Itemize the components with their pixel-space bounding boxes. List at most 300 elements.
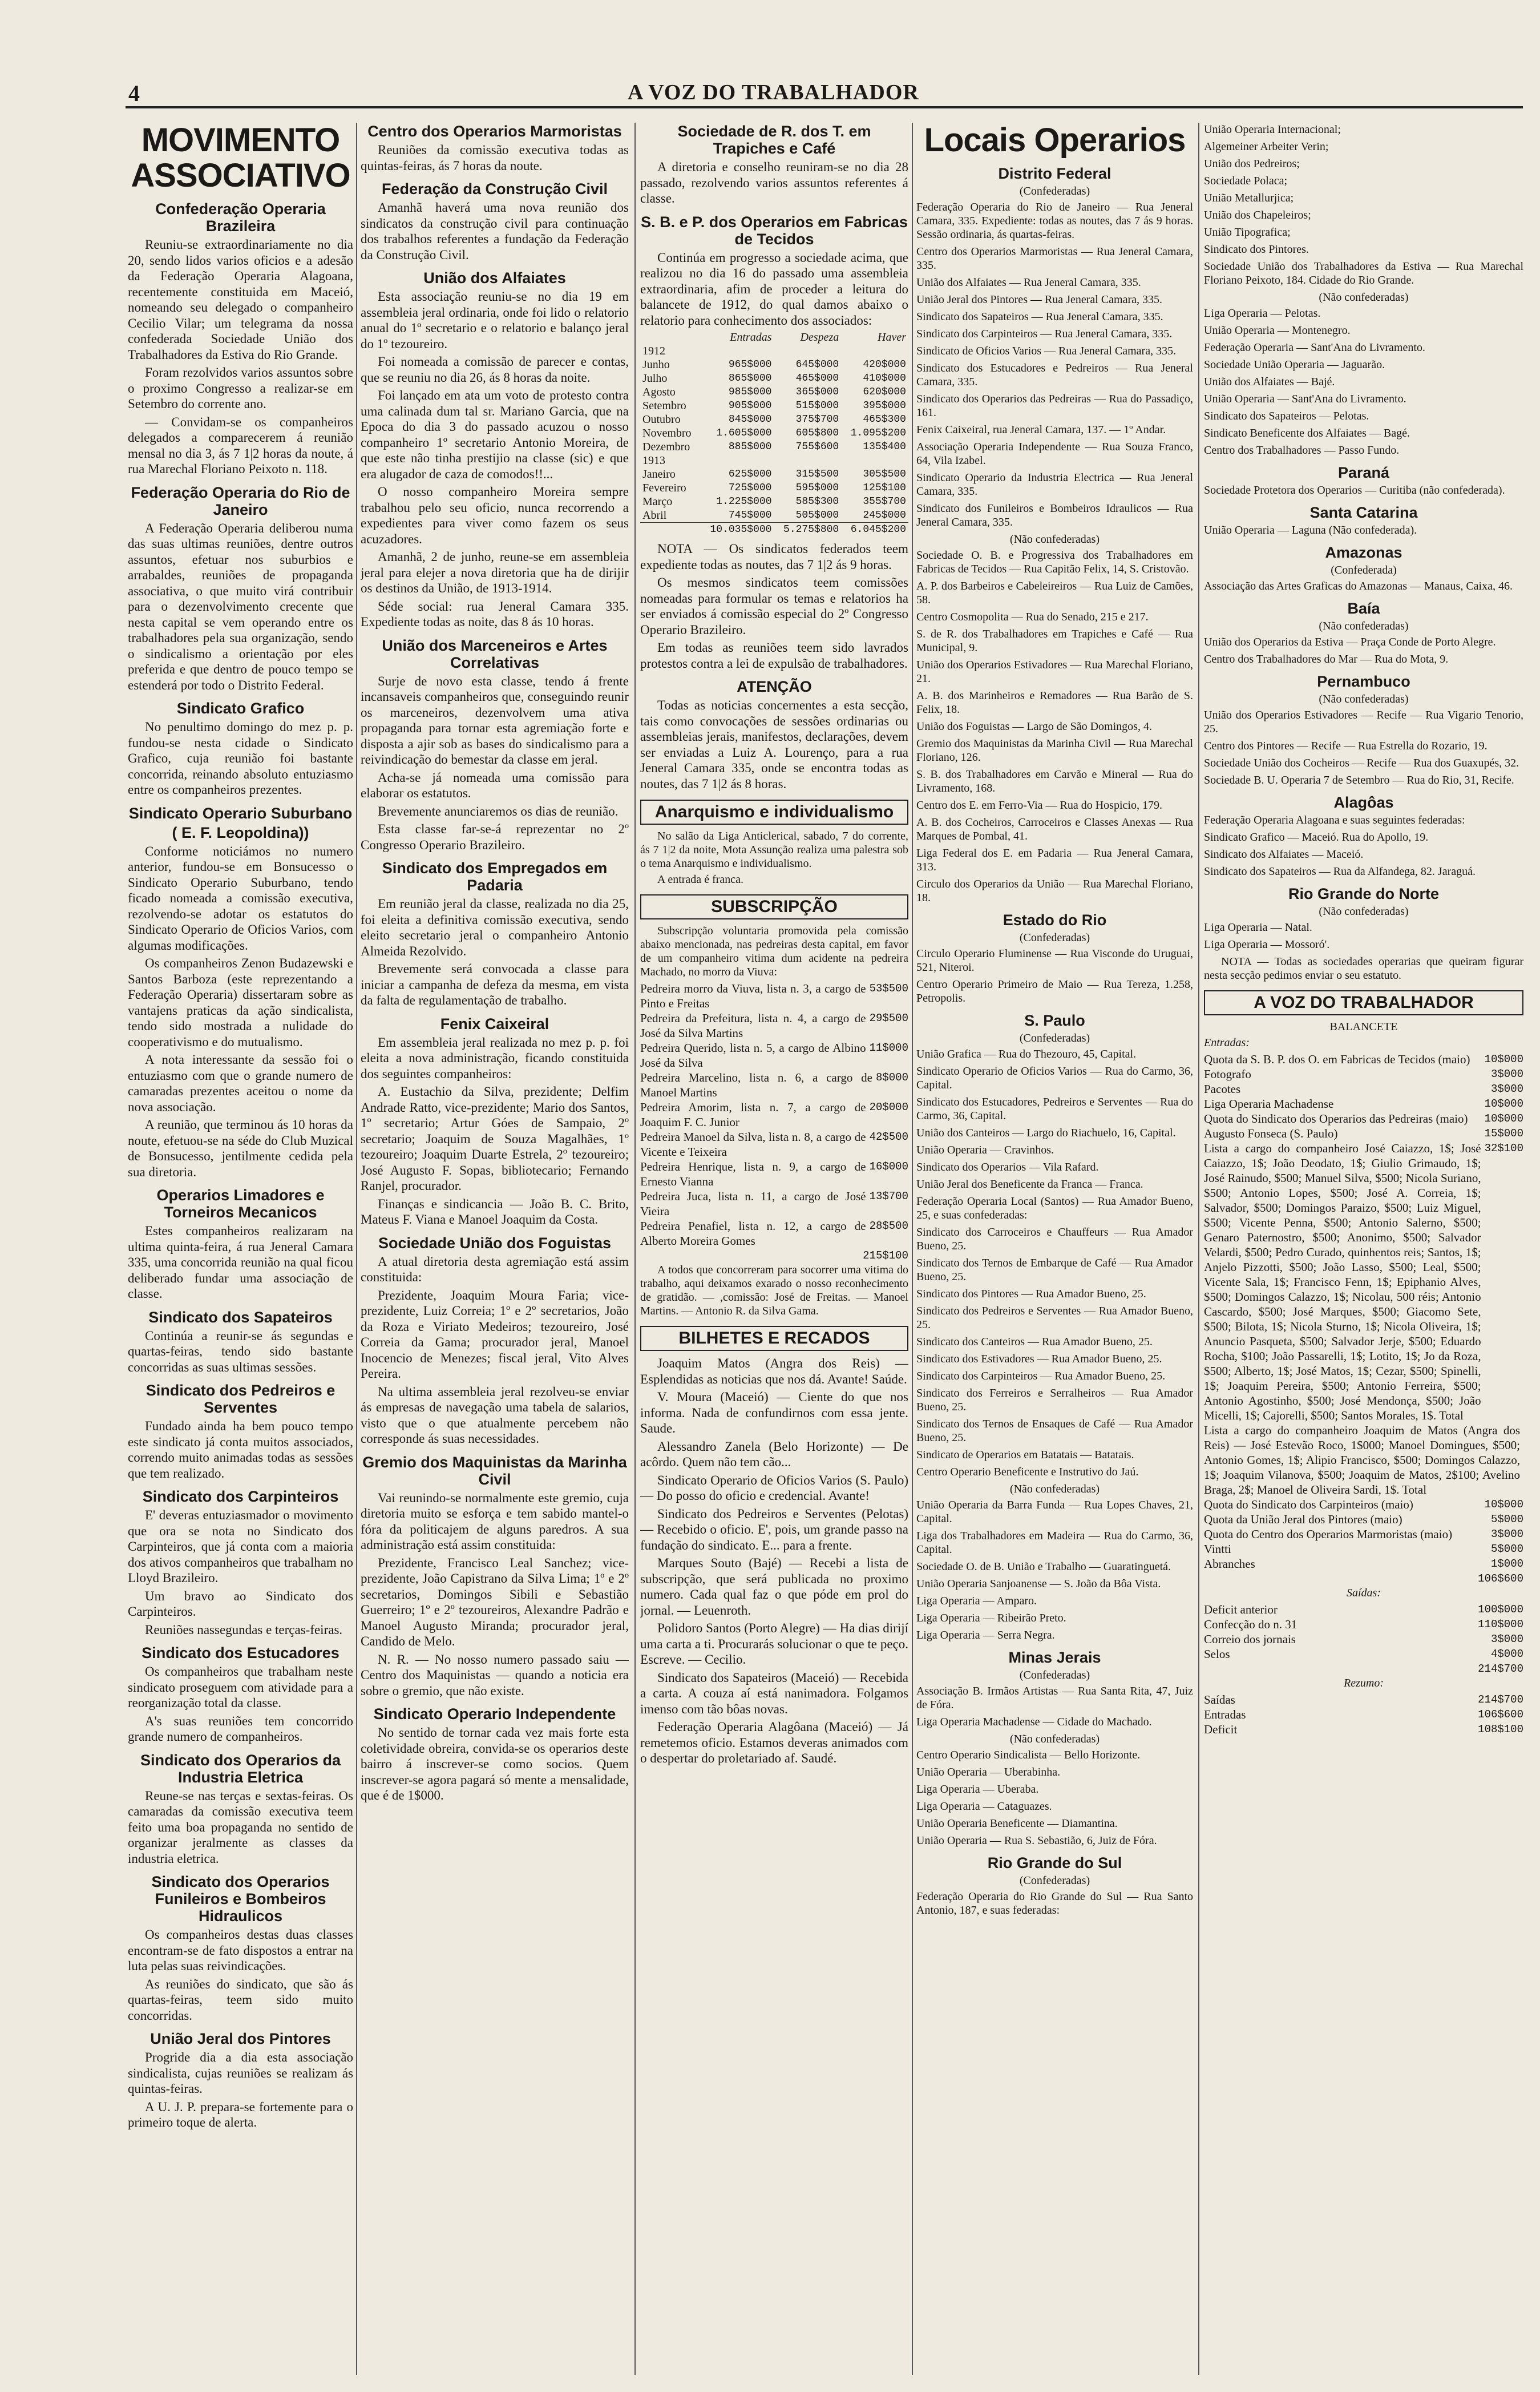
- ledger-text: Saídas: [1204, 1693, 1235, 1707]
- ledger-text: Lista a cargo do companheiro Joaquim de Matos (Angra dos Reis) — José Estevão Roco, 1$000; Manoel Domingues, $500; Antonio Gomes, 1$; Alipio Francisco, $500; Domingos Calazzo, 1$; Joaquim Vilanova, $500; Joaquim de Matos, 2$100; Avelino Braga, 2$; Manoel de Oliveira Sardi, 1$. Total: [1204, 1423, 1520, 1496]
- region-subheading: (Confederadas): [1019, 1032, 1090, 1044]
- list-item: Sindicato dos Ternos de Ensaques de Café — Rua Amador Bueno, 25.: [916, 1418, 1193, 1444]
- article-paragraph: Em reunião jeral da classe, realizada no dia 25, foi eleita a definitiva comissão executiva, sendo eleito secretario jeral o companheiro Antonio Almeida Rezolvido.: [361, 897, 629, 958]
- list-item: Federação Operaria do Rio Grande do Sul — Rua Santo Antonio, 187, e suas federadas:: [916, 1890, 1193, 1917]
- note-paragraph: NOTA — Todas as sociedades operarias que queiram figurar nesta secção pedimos enviar o seu estatuto.: [1204, 955, 1523, 982]
- region-heading: Santa Catarina: [1309, 504, 1418, 521]
- ledger-value: 106$600: [1478, 1708, 1523, 1721]
- article-paragraph: Surje de novo esta classe, tendo á frente incansaveis companheiros que, conseguindo reunir os marceneiros, dezenvolvem uma ativa propaganda para tornar esta agremiação forte e disposta a ajir sob as bases do sindicalismo para a reivindicação do bemestar da classe em jeral.: [361, 673, 629, 767]
- article-paragraph: — Convidam-se os companheiros delegados a comparecerem á reunião mensal no dia 3, ás 7 1|2 horas da noute, á rua Marechal Floriano Peixoto n. 118.: [128, 414, 353, 476]
- subscription-total-value: 215$100: [863, 1249, 908, 1262]
- list-item: Sindicato de Operarios em Batatais — Batatais.: [916, 1449, 1134, 1461]
- ledger-text: Pedreira Amorim, lista n. 7, a cargo de Joaquim F. C. Junior: [640, 1100, 866, 1129]
- table-cell: 1.225$000: [716, 496, 772, 507]
- article-paragraph: Prezidente, Joaquim Moura Faria; vice-prezidente, Luiz Correia; 1º e 2º secretarios, João da Roza e Viriato Medeiros; tezoureiro, José Correia da Gama; procurador jeral, Manoel Inocencio de Menezes; fiscal jeral, Vito Alves Pereira.: [361, 1288, 629, 1381]
- list-item: Sindicato dos Ferreiros e Serralheiros — Rua Amador Bueno, 25.: [916, 1387, 1193, 1413]
- article-paragraph: Os companheiros Zenon Budazewski e Santos Barboza (este reprezentando a Federação Operaria) dissertaram sobre as vantajens praticas da ação sindicalista, tendo sido mostrada a nulidade do cooperativismo e do mutualismo.: [128, 956, 353, 1049]
- balance-total: [1204, 1661, 1523, 1676]
- table-row: [640, 413, 908, 426]
- ledger-row: [1204, 1111, 1523, 1126]
- table-cell: 585$300: [795, 496, 839, 507]
- ledger-value: 20$000: [869, 1101, 908, 1114]
- article-paragraph: A reunião, que terminou ás 10 horas da noute, efetuou-se na séde do Club Muzical de Bonsucesso, jentilmente cedida pela sua diretoria.: [128, 1118, 353, 1179]
- list-item: Sociedade O. de B. União e Trabalho — Guaratinguetá.: [916, 1560, 1171, 1573]
- address-list: [1204, 523, 1523, 537]
- article-paragraph: No salão da Liga Anticlerical, sabado, 7 do corrente, ás 7 1|2 da noite, Mota Assunção realiza uma palestra sob o tema Anarquismo e individualismo.: [640, 830, 908, 870]
- list-item: Liga Operaria — Uberaba.: [916, 1783, 1039, 1796]
- ledger-value: 3$000: [1490, 1083, 1523, 1095]
- ledger-text: Pedreira Manoel da Silva, lista n. 8, a cargo de Vicente e Teixeira: [640, 1130, 866, 1159]
- address-list: [1204, 813, 1523, 878]
- note-item: Federação Operaria Alagôana (Maceió) — Já remetemos oficio. Estamos deveras animados com o despertar do proletariado af. Saudé.: [640, 1720, 908, 1765]
- column-4: [916, 123, 1193, 2375]
- table-cell: 515$000: [795, 400, 839, 412]
- ledger-row: [1204, 1141, 1523, 1423]
- note-item: Sindicato dos Sapateiros (Maceió) — Recebida a carta. A couza aí está nanimadora. Folgamos imenso com tão bôas novas.: [640, 1670, 908, 1716]
- article-paragraph: A U. J. P. prepara-se fortemente para o primeiro toque de alerta.: [128, 2099, 353, 2129]
- note-item: V. Moura (Maceió) — Ciente do que nos informa. Nada de confundirnos com essa jente. Saude.: [640, 1390, 908, 1435]
- table-row: [640, 372, 908, 385]
- article-paragraph: Todas as noticias concernentes a esta secção, tais como convocações de sessões ordinarias ou assembleias jerais, manifestos, declarações, devem ser enviadas a Luiz A. Lourenço, para a rua Jeneral Camara 335, onde se encontra todas as noutes, das 7 1|2 ás 8 horas.: [640, 698, 908, 791]
- list-item: União dos Operarios da Estiva — Praça Conde de Porto Alegre.: [1204, 636, 1496, 648]
- article-paragraph: O nosso companheiro Moreira sempre trabalhou pelo seu oficio, nunca recorrendo a expedientes para viver como fazem os seus acuzadores.: [361, 485, 629, 546]
- ledger-value: 10$000: [1484, 1498, 1523, 1511]
- column-header: Despeza: [800, 331, 839, 344]
- table-cell: [841, 454, 908, 467]
- article-paragraph: A diretoria e conselho reuniram-se no dia 28 passado, rezolvendo varios assuntos referentes á classe.: [640, 160, 908, 205]
- list-item: União Operaria — Montenegro.: [1204, 324, 1351, 337]
- address-list: [1204, 708, 1523, 787]
- balance-total-value: 214$700: [1478, 1663, 1523, 1675]
- region-heading: Rio Grande do Norte: [1288, 885, 1439, 902]
- note-item: Sindicato dos Pedreiros e Serventes (Pelotas) — Recebido o oficio. E', pois, um grande passo na fundação do sindicato. E... para a frente.: [640, 1506, 908, 1552]
- article-paragraph: Os mesmos sindicatos teem comissões nomeadas para formular os temas e relatorios ha ser enviados á comissão especial do 2º Congresso Operario Brazileiro.: [640, 575, 908, 637]
- ledger-row: [1204, 1126, 1523, 1141]
- column-divider: [634, 123, 636, 2375]
- ledger-row: [1204, 1512, 1523, 1527]
- column-3: [640, 123, 908, 2375]
- address-list: [916, 548, 1193, 905]
- ledger-row: [1204, 1542, 1523, 1556]
- table-cell: 965$000: [728, 359, 772, 370]
- table-cell: 465$000: [795, 373, 839, 384]
- ledger-value: 110$000: [1478, 1618, 1523, 1631]
- ledger-row: [640, 1130, 908, 1159]
- list-item: Liga Operaria — Amparo.: [916, 1595, 1037, 1607]
- article-paragraph: Os companheiros destas duas classes encontram-se de fato dispostos a entrar na luta pelas suas reivindicações.: [128, 1927, 353, 1973]
- article-heading: União dos Alfaiates: [423, 269, 566, 287]
- list-item: Sindicato dos Pintores.: [1204, 243, 1309, 256]
- article-heading: Sindicato dos Operarios Funileiros e Bombeiros Hidraulicos: [151, 1873, 330, 1925]
- article-paragraph: No sentido de tornar cada vez mais forte esta coletividade obreira, convida-se os operarios deste bairro á inscrever-se como socios. Quem inscrever-se agora pagará só mente a mensalidade, que é de 1$000.: [361, 1725, 629, 1802]
- article-heading: Federação da Construção Civil: [381, 180, 608, 197]
- ledger-value: 4$000: [1490, 1648, 1523, 1660]
- table-cell: 315$500: [795, 469, 839, 480]
- list-item: Sindicato dos Operarios — Vila Rafard.: [916, 1161, 1099, 1173]
- list-item: Sindicato dos Carpinteiros — Rua Amador Bueno, 25.: [916, 1370, 1166, 1382]
- list-item: Centro Operario Sindicalista — Bello Horizonte.: [916, 1749, 1141, 1761]
- article-paragraph: Brevemente anunciaremos os dias de reunião.: [378, 804, 619, 818]
- ledger-row: [1204, 1707, 1523, 1722]
- list-item: Centro Operario Beneficente e Instrutivo do Jaú.: [916, 1466, 1139, 1478]
- list-item: Sindicato dos Canteiros — Rua Amador Bueno, 25.: [916, 1336, 1153, 1348]
- list-item: Sindicato dos Estucadores e Pedreiros — Rua Jeneral Camara, 335.: [916, 362, 1193, 388]
- list-item: Sindicato dos Carpinteiros — Rua Jeneral Camara, 335.: [916, 328, 1173, 340]
- table-cell: 10.035$000: [700, 523, 774, 537]
- ledger-text: Quota do Centro dos Operarios Marmoristas (maio): [1204, 1527, 1453, 1541]
- ledger-row: [1204, 1556, 1523, 1571]
- list-item: Federação Operaria Alagoana e suas seguintes federadas:: [1204, 814, 1465, 826]
- ledger-row: [640, 1100, 908, 1130]
- article-heading: Sindicato dos Operarios da Industria Eletrica: [140, 1751, 341, 1786]
- table-cell: 465$300: [863, 414, 906, 425]
- table-cell: 885$000: [728, 441, 772, 453]
- region-subheading: (Não confederadas): [1319, 905, 1409, 918]
- ledger-text: Quota da União Jeral dos Pintores (maio): [1204, 1512, 1402, 1526]
- note-item: Sindicato Operario de Oficios Varios (S. Paulo) — Do posso do oficio e credencial. Avante!: [640, 1473, 908, 1503]
- table-cell: 865$000: [728, 373, 772, 384]
- table-cell: Setembro: [642, 400, 686, 412]
- balance-list: [1204, 1602, 1523, 1661]
- article-paragraph: N. R. — No nosso numero passado saiu — Centro dos Maquinistas — quando a noticia era sobre o gremio, que não existe.: [361, 1652, 629, 1698]
- list-item: Sindicato Operario de Oficios Varios — Rua do Carmo, 36, Capital.: [916, 1065, 1193, 1091]
- list-item: Centro Operario Primeiro de Maio — Rua Tereza, 1.258, Petropolis.: [916, 978, 1193, 1005]
- article-paragraph: Estes companheiros realizaram na ultima quinta-feira, á rua Jeneral Camara 335, uma concorrida reunião na qual ficou deliberado fundar uma associação de classe.: [128, 1224, 353, 1301]
- address-list: [1204, 635, 1523, 666]
- table-row: [640, 385, 908, 399]
- article-heading: Sociedade de R. dos T. em Trapiches e Café: [677, 123, 871, 157]
- balance-label: Rezumo:: [1344, 1677, 1384, 1689]
- article-paragraph: Amanhã, 2 de junho, reune-se em assembleia jeral para elejer a nova diretoria que ha de dirijir os destinos da União, de 1913-1914.: [361, 550, 629, 595]
- table-row: [640, 358, 908, 372]
- region-subheading: (Confederadas): [1019, 185, 1090, 197]
- article-paragraph: Os companheiros que trabalham neste sindicato proseguem com atividade para a reorganização total da classe.: [128, 1664, 353, 1710]
- table-cell: [700, 454, 774, 467]
- list-item: União Operaria — Sant'Ana do Livramento.: [1204, 393, 1406, 405]
- table-cell: 725$000: [728, 482, 772, 494]
- list-item: Centro dos Pintores — Recife — Rua Estrella do Rozario, 19.: [1204, 740, 1488, 752]
- article-paragraph: Reuniões da comissão executiva todas as quintas-feiras, ás 7 horas da noute.: [361, 143, 629, 173]
- ledger-row: [1204, 1722, 1523, 1737]
- list-item: União Jeral dos Beneficente da Franca — Franca.: [916, 1178, 1143, 1191]
- region-heading: Estado do Rio: [1003, 911, 1107, 929]
- list-item: Liga Federal dos E. em Padaria — Rua Jeneral Camara, 313.: [916, 847, 1193, 873]
- article-heading: ATENÇÃO: [737, 678, 812, 695]
- table-row: [640, 454, 908, 467]
- table-row: [640, 481, 908, 495]
- article-paragraph: Amanhã haverá uma nova reunião dos sindicatos da construção civil para continuação dos trabalhos referentes a fundação da Federação da Construção Civil.: [361, 200, 629, 262]
- list-item: Sindicato Beneficente dos Alfaiates — Bagé.: [1204, 427, 1410, 439]
- ledger-value: 214$700: [1478, 1693, 1523, 1706]
- table-row: [640, 509, 908, 523]
- ledger-value: 5$000: [1490, 1513, 1523, 1526]
- table-cell: 245$000: [863, 510, 906, 521]
- article-paragraph: Reuniu-se extraordinariamente no dia 20, sendo lidos varios oficios e a adesão da Federação Operaria Alagoana, recentemente constituida em Maceió, nomeando seu delegado o companheiro Cecilio Vilar; um telegrama da nossa confederada Sociedade União dos Trabalhadores da Estiva do Rio Grande.: [128, 237, 353, 362]
- region-heading: S. Paulo: [1024, 1012, 1085, 1029]
- list-item: Sindicato dos Operarios das Pedreiras — Rua do Passadiço, 161.: [916, 393, 1193, 419]
- table-cell: Dezembro: [642, 441, 690, 453]
- list-item: Gremio dos Maquinistas da Marinha Civil — Rua Marechal Floriano, 126.: [916, 737, 1193, 764]
- address-list: [916, 200, 1193, 529]
- list-item: União Tipografica;: [1204, 226, 1291, 239]
- table-body: [640, 344, 908, 523]
- list-item: União dos Foguistas — Largo de São Domingos, 4.: [916, 720, 1152, 733]
- list-item: Liga dos Trabalhadores em Madeira — Rua do Carmo, 36, Capital.: [916, 1530, 1193, 1556]
- balance-total-value: 106$600: [1478, 1572, 1523, 1585]
- table-cell: 905$000: [728, 400, 772, 412]
- ledger-text: Correio dos jornais: [1204, 1632, 1296, 1646]
- column-header: Haver: [878, 331, 906, 344]
- table-cell: [640, 523, 700, 537]
- ledger-text: Augusto Fonseca (S. Paulo): [1204, 1127, 1338, 1140]
- table-cell: 125$100: [863, 482, 906, 494]
- list-item: União dos Canteiros — Largo do Riachuelo, 16, Capital.: [916, 1127, 1176, 1139]
- address-list: [1204, 123, 1523, 287]
- ledger-row: [640, 1040, 908, 1070]
- masthead: A VOZ DO TRABALHADOR: [628, 80, 919, 104]
- article-heading: Sindicato dos Sapateiros: [148, 1308, 333, 1326]
- ledger-row: [640, 1189, 908, 1219]
- note-item: Alessandro Zanela (Belo Horizonte) — De acôrdo. Quem não tem cão...: [640, 1439, 908, 1469]
- ledger-row: [1204, 1647, 1523, 1661]
- list-item: Sindicato dos Pedreiros e Serventes — Rua Amador Bueno, 25.: [916, 1305, 1193, 1331]
- table-cell: 395$000: [863, 400, 906, 412]
- ledger-row: [1204, 1632, 1523, 1647]
- ledger-value: 10$000: [1484, 1053, 1523, 1066]
- ledger-value: 5$000: [1490, 1543, 1523, 1555]
- header-rule: [126, 106, 1523, 108]
- list-item: Federação Operaria — Sant'Ana do Livramento.: [1204, 341, 1425, 354]
- region-heading: Distrito Federal: [998, 165, 1111, 182]
- list-item: Sindicato dos Sapateiros — Rua Jeneral Camara, 335.: [916, 310, 1163, 323]
- list-item: Centro dos Operarios Marmoristas — Rua Jeneral Camara, 335.: [916, 245, 1193, 272]
- address-list: [916, 1684, 1193, 1729]
- table-cell: [774, 454, 842, 467]
- table-row: [640, 495, 908, 509]
- list-item: União Operaria Beneficente — Diamantina.: [916, 1817, 1118, 1830]
- article-heading: União dos Marceneiros e Artes Correlativas: [382, 636, 608, 671]
- column-header: Entradas: [730, 331, 772, 344]
- region-heading: Amazonas: [1325, 544, 1402, 561]
- list-item: S. de R. dos Trabalhadores em Trapiches e Café — Rua Municipal, 9.: [916, 628, 1193, 654]
- table-cell: 505$000: [795, 510, 839, 521]
- ledger-value: 10$000: [1484, 1098, 1523, 1110]
- list-item: S. B. dos Trabalhadores em Carvão e Mineral — Rua do Livramento, 168.: [916, 768, 1193, 794]
- article-paragraph: Subscripção voluntaria promovida pela comissão abaixo mencionada, nas pedreiras desta capital, em favor de um companheiro vitima dum acidente na pedreira Machado, no morro da Viuva:: [640, 925, 908, 978]
- ledger-value: 3$000: [1490, 1633, 1523, 1645]
- list-item: Sindicato Grafico — Maceió. Rua do Apollo, 19.: [1204, 831, 1429, 844]
- column-5: [1204, 123, 1523, 2375]
- ledger-text: Lista a cargo do companheiro José Caiazzo, 1$; José Caiazzo, 1$; João Deodato, 1$; Giulio Grimaudo, 1$; José Rainudo, $500; Manuel Silva, $500; Nicola Suriano, $500; Antonio Lopes, $500; José A. Correia, 1$; Salvador, $500; Domingos Paraizo, $500; Luiz Miguel, $500; Vicente Penna, $500; Antonio Salerno, $500; Genaro Paternostro, $500; Anonimo, $500; Salvador Velardi, $500; Pedro Curado, quinhentos reis; Santos, 1$; Anjelo Pizzotti, $500; João Lasso, $500; Leal, $500; Vicente Sala, 1$; Francisco Fenn, 1$; Epiphanio Alves, $500; Domingos Calazzo, 1$; Nicolau, 500 réis; Antonio Cascardo, $500; José Marques, $500; Giacomo Sete, $500; Bilota, 1$; Nicola Sturno, 1$; Nicola Oliveira, 1$; Anuncio Pasqueta, $500; Salvador Jerje, $500; Eduardo Rocha, $100; João Passarelli, 1$; Lotito, 1$; Jo da Roza, $500; Alberto, 1$; José Matos, 1$; Cezar, $500; Spinelli, 1$; Joaquim Pereira, $500; Antonio Ferreira, $500; Antonio Agostinho, $500; José Mendonça, $500; João Micelli, 1$; Cajorelli, $500; Santos Morales, 1$. Total: [1204, 1141, 1481, 1422]
- column-header: [640, 330, 700, 344]
- ledger-value: 29$500: [869, 1012, 908, 1024]
- article-paragraph: A. Eustachio da Silva, prezidente; Delfim Andrade Ratto, vice-prezidente; Mario dos Santos, 1º secretario; Artur Góes de Sampaio, 2º secretario; Joaquim de Souza Magalhães, 1º tezoureiro; Joaquim Duarte Estrela, 2º tezoureiro; José Augusto F. Sopas, bibliotecario; Fernando Ranjel, procurador.: [361, 1084, 629, 1193]
- article-heading: Sindicato dos Carpinteiros: [142, 1488, 339, 1505]
- ledger-text: Pedreira morro da Viuva, lista n. 3, a cargo de Pinto e Freitas: [640, 982, 866, 1010]
- ledger-text: Quota da S. B. P. dos O. em Fabricas de Tecidos (maio): [1204, 1052, 1470, 1066]
- page-number: 4: [128, 80, 140, 106]
- article-paragraph: A todos que concorreram para socorrer uma vitima do trabalho, aqui deixamos exarado o nosso reconhecimento de gratidão. — ,comissão: José de Freitas. — Manoel Martins. — Antonio R. da Silva Gama.: [640, 1264, 908, 1317]
- article-heading: Sindicato Grafico: [176, 700, 305, 717]
- list-item: Centro dos E. em Ferro-Via — Rua do Hospicio, 179.: [916, 799, 1162, 812]
- table-row: [640, 344, 908, 358]
- article-subheading: ( E. F. Leopoldina)): [172, 824, 309, 841]
- table-cell: Fevereiro: [642, 482, 686, 494]
- article-heading: Sindicato Operario Independente: [373, 1705, 616, 1723]
- list-item: Sociedade B. U. Operaria 7 de Setembro — Rua do Rio, 31, Recife.: [1204, 774, 1514, 786]
- article-paragraph: Na ultima assembleia jeral rezolveu-se enviar ás empresas de navegação uma tabela de salarios, visto que o que atualmente percebem não corresponde ás suas necessidades.: [361, 1384, 629, 1446]
- list-item: Sociedade Protetora dos Operarios — Curitiba (não confederada).: [1204, 484, 1505, 497]
- list-item: Liga Operaria — Serra Negra.: [916, 1629, 1055, 1641]
- address-list: [1204, 579, 1523, 593]
- ledger-text: Pacotes: [1204, 1082, 1241, 1096]
- article-heading: Fenix Caixeiral: [440, 1015, 549, 1032]
- article-heading: Confederação Operaria Brazileira: [155, 200, 326, 235]
- list-item: A. B. dos Marinheiros e Remadores — Rua Barão de S. Felix, 18.: [916, 689, 1193, 716]
- region-subheading: (Confederadas): [1019, 931, 1090, 944]
- address-list: [916, 1498, 1193, 1642]
- list-item: Sindicato Operario da Industria Electrica — Rua Jeneral Camara, 335.: [916, 471, 1193, 498]
- article-heading: Operarios Limadores e Torneiros Mecanicos: [156, 1187, 325, 1221]
- subscription-total: [640, 1248, 908, 1263]
- table-cell: 620$000: [863, 386, 906, 398]
- region-heading: Pernambuco: [1317, 673, 1410, 690]
- balance-label: Saídas:: [1347, 1587, 1381, 1599]
- table-cell: 755$600: [795, 441, 839, 453]
- article-paragraph: Fundado ainda ha bem pouco tempo este sindicato já conta muitos associados, correndo muito animadas todas as sessões que tem realizado.: [128, 1419, 353, 1481]
- article-heading: Sindicato dos Empregados em Padaria: [382, 860, 608, 894]
- table-cell: Abril: [642, 509, 667, 522]
- ledger-row: [1204, 1052, 1523, 1067]
- table-cell: Julho: [642, 372, 668, 385]
- ledger-row: [640, 1159, 908, 1189]
- ledger-row: [640, 1070, 908, 1100]
- article-paragraph: As reuniões do sindicato, que são ás quartas-feiras, teem sido muito concorridas.: [128, 1976, 353, 2023]
- table-row: [640, 440, 908, 454]
- region-subheading: (Não confederadas): [1009, 1483, 1100, 1495]
- article-heading: União Jeral dos Pintores: [150, 2030, 331, 2047]
- article-paragraph: No penultimo domingo do mez p. p. fundou-se nesta cidade o Sindicato Grafico, cuja reunião foi bastante concorrida, reinando absoluto entuziasmo entre os companheiros prezentes.: [128, 720, 353, 797]
- list-item: União dos Alfaiates — Bajé.: [1204, 376, 1335, 388]
- region-subheading: (Não confederadas): [1009, 533, 1100, 546]
- article-heading: Federação Operaria do Rio de Janeiro: [131, 483, 350, 518]
- list-item: Associação Operaria Independente — Rua Souza Franco, 64, Vila Izabel.: [916, 441, 1193, 467]
- region-subheading: (Confederada): [1331, 564, 1397, 576]
- list-item: Sociedade União dos Cocheiros — Recife — Rua dos Guaxupés, 32.: [1204, 757, 1519, 769]
- ledger-value: [1520, 1423, 1523, 1497]
- list-item: Liga Operaria — Ribeirão Preto.: [916, 1612, 1066, 1624]
- article-paragraph: Esta associação reuniu-se no dia 19 em assembleia jeral ordinaria, onde foi lido o relatorio anual do 1º secretario e o relatorio e balanço jeral do 1º tezoureiro.: [361, 289, 629, 351]
- region-subheading: (Não confederadas): [1319, 291, 1409, 304]
- list-item: Federação Operaria Local (Santos) — Rua Amador Bueno, 25, e suas confederadas:: [916, 1195, 1193, 1221]
- ledger-text: Entradas: [1204, 1708, 1246, 1721]
- article-paragraph: Finanças e sindicancia — João B. C. Brito, Mateus F. Viana e Manoel Joaquim da Costa.: [361, 1196, 629, 1227]
- table-cell: [774, 344, 842, 358]
- table-cell: 1913: [642, 454, 665, 467]
- boxed-heading: BILHETES E RECADOS: [640, 1326, 908, 1351]
- table-total-row: [640, 523, 908, 537]
- subscription-list: [640, 981, 908, 1248]
- list-item: União Operaria — Laguna (Não confederada).: [1204, 524, 1417, 537]
- list-item: União Grafica — Rua do Thezouro, 45, Capital.: [916, 1048, 1137, 1060]
- table-header-row: [640, 330, 908, 344]
- note-item: Polidoro Santos (Porto Alegre) — Ha dias dirijí uma carta a ti. Procurarás solucionar o que te peço. Escreve. — Cecilio.: [640, 1621, 908, 1667]
- region-subheading: (Não confederadas): [1319, 620, 1409, 632]
- article-paragraph: Progride dia a dia esta associação sindicalista, cujas reuniões se realizam ás quintas-feiras.: [128, 2050, 353, 2096]
- list-item: União Operaria — Cravinhos.: [916, 1144, 1054, 1156]
- article-heading: Sociedade União dos Foguistas: [378, 1234, 612, 1252]
- balance-subheading: BALANCETE: [1329, 1020, 1398, 1033]
- region-subheading: (Não confederadas): [1319, 693, 1409, 705]
- ledger-text: Pedreira Penafiel, lista n. 12, a cargo de Alberto Moreira Gomes: [640, 1219, 866, 1248]
- list-item: União Operaria da Barra Funda — Rua Lopes Chaves, 21, Capital.: [916, 1499, 1193, 1525]
- ledger-text: Quota do Sindicato dos Operarios das Pedreiras (maio): [1204, 1112, 1468, 1126]
- list-item: União Metallurjica;: [1204, 192, 1294, 204]
- region-subheading: (Confederadas): [1019, 1669, 1090, 1681]
- article-paragraph: Reune-se nas terças e sextas-feiras. Os camaradas da comissão executiva teem feito uma boa propaganda no sentido de organizar jeralmente as classes da industria eletrica.: [128, 1788, 353, 1866]
- list-item: União Operaria Internacional;: [1204, 123, 1341, 136]
- ledger-row: [1204, 1527, 1523, 1542]
- list-item: Fenix Caixeiral, rua Jeneral Camara, 137. — 1º Andar.: [916, 423, 1166, 436]
- table-cell: 745$000: [728, 510, 772, 521]
- list-item: Liga Operaria — Cataguazes.: [916, 1800, 1052, 1813]
- table-row: [640, 399, 908, 413]
- article-paragraph: Esta classe far-se-á reprezentar no 2º Congresso Operario Brazileiro.: [361, 822, 629, 852]
- ledger-value: 28$500: [869, 1220, 908, 1232]
- ledger-value: 10$000: [1484, 1112, 1523, 1125]
- table-cell: [700, 344, 774, 358]
- ledger-text: Pedreira Marcelino, lista n. 6, a cargo de Manoel Martins: [640, 1071, 872, 1099]
- article-heading: S. B. e P. dos Operarios em Fabricas de Tecidos: [641, 213, 908, 248]
- ledger-text: Pedreira Juca, lista n. 11, a cargo de José Vieira: [640, 1189, 866, 1218]
- ledger-text: Quota do Sindicato dos Carpinteiros (maio): [1204, 1498, 1413, 1511]
- table-cell: Março: [642, 495, 673, 508]
- ledger-value: 3$000: [1490, 1068, 1523, 1080]
- article-heading: Gremio dos Maquinistas da Marinha Civil: [362, 1453, 627, 1488]
- article-paragraph: Acha-se já nomeada uma comissão para elaborar os estatutos.: [361, 770, 629, 800]
- note-item: Marques Souto (Bajé) — Recebi a lista de subscripção, que será publicada no proximo numero. Cada qual faz o que póde em prol do jornal. — Leuenroth.: [640, 1556, 908, 1617]
- article-paragraph: Foi nomeada a comissão de parecer e contas, que se reuniu no dia 26, ás 8 horas da noite.: [361, 354, 629, 385]
- article-paragraph: A nota interessante da sessão foi o entuziasmo com que o grande numero de camaradas prezentes aceitou o nome da nova associação.: [128, 1052, 353, 1114]
- ledger-value: 13$700: [869, 1190, 908, 1203]
- ledger-text: Abranches: [1204, 1557, 1255, 1571]
- list-item: União dos Pedreiros;: [1204, 158, 1300, 170]
- ledger-row: [1204, 1692, 1523, 1707]
- table-row: [640, 426, 908, 440]
- notes-list: [640, 1356, 908, 1766]
- article-paragraph: Séde social: rua Jeneral Camara 335. Expediente todas as noite, das 8 ás 10 horas.: [361, 599, 629, 629]
- list-item: Centro dos Trabalhadores do Mar — Rua do Mota, 9.: [1204, 653, 1449, 665]
- list-item: União dos Operarios Estivadores — Rua Marechal Floriano, 21.: [916, 659, 1193, 685]
- ledger-row: [1204, 1096, 1523, 1111]
- list-item: Liga Operaria — Pelotas.: [1204, 307, 1321, 320]
- table-cell: 410$000: [863, 373, 906, 384]
- list-item: Liga Operaria Machadense — Cidade do Machado.: [916, 1716, 1152, 1728]
- ledger-value: 8$000: [875, 1071, 908, 1084]
- column-divider: [1198, 123, 1199, 2375]
- list-item: Sociedade União dos Trabalhadores da Estiva — Rua Marechal Floriano Peixoto, 184. Cidade do Rio Grande.: [1204, 260, 1523, 287]
- list-item: União Operaria Sanjoanense — S. João da Bôa Vista.: [916, 1578, 1161, 1590]
- list-item: Federação Operaria do Rio de Janeiro — Rua Jeneral Camara, 335. Expediente: todas as noutes, das 7 ás 9 horas. Sessão ordinaria, ás quartas-feiras.: [916, 201, 1193, 241]
- list-item: Sindicato dos Pintores — Rua Amador Bueno, 25.: [916, 1288, 1146, 1300]
- list-item: Sociedade União Operaria — Jaguarão.: [1204, 358, 1385, 371]
- article-heading: Sindicato Operario Suburbano: [128, 804, 353, 822]
- region-heading: Alagôas: [1333, 794, 1394, 811]
- ledger-value: 3$000: [1490, 1528, 1523, 1540]
- article-paragraph: Conforme noticiámos no numero anterior, fundou-se em Bonsucesso o Sindicato Operario Suburbano, tendo ficado nomeada a comissão executiva, rezolvendo-se adotar os estatutos do Sindicato Operario de Oficios Varios, com algumas modificações.: [128, 844, 353, 953]
- table-cell: 135$400: [863, 441, 906, 453]
- ledger-row: [1204, 1602, 1523, 1617]
